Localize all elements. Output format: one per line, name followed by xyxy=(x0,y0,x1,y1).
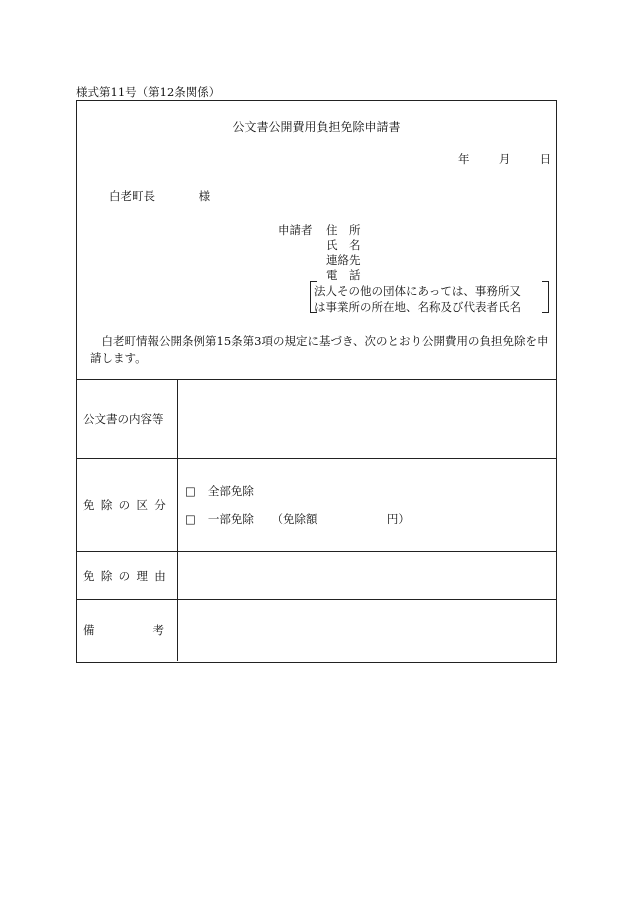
partial-exemption-option[interactable] xyxy=(185,505,556,533)
note-line-2: は事業所の所在地、名称及び代表者氏名 xyxy=(314,300,521,314)
table-row xyxy=(77,552,556,600)
remarks-label-cell: 備 考 xyxy=(77,600,178,661)
applicant-note xyxy=(314,283,521,315)
contact-label: 連絡先 xyxy=(326,253,361,267)
body-text: 白老町情報公開条例第15条第3項の規定に基づき、次のとおり公開費用の負担免除を申請します。 xyxy=(90,334,549,365)
content-label-cell: 公文書の内容等 xyxy=(77,380,178,459)
note-close-bracket xyxy=(542,281,549,313)
table-row xyxy=(77,380,556,459)
date-row xyxy=(458,151,551,167)
yen-label: 円） xyxy=(386,512,410,526)
content-field[interactable] xyxy=(178,380,557,459)
reason-label-cell: 免除の理由 xyxy=(77,552,178,600)
addressee-suffix: 様 xyxy=(198,189,211,203)
application-form xyxy=(76,100,557,663)
addressee xyxy=(109,188,210,204)
form-title: 公文書公開費用負担免除申請書 xyxy=(232,120,401,134)
table-row xyxy=(77,600,556,661)
checkbox-icon[interactable]: □ xyxy=(185,484,196,498)
checkbox-icon[interactable]: □ xyxy=(185,512,196,526)
month-label: 月 xyxy=(498,152,511,166)
phone-label: 電 話 xyxy=(326,268,361,282)
note-line-1: 法人その他の団体にあっては、事務所又 xyxy=(314,284,521,298)
category-field xyxy=(178,459,557,552)
address-label: 住 所 xyxy=(326,223,361,237)
applicant-label: 申請者 xyxy=(278,223,313,237)
year-label: 年 xyxy=(458,152,470,166)
form-number: 様式第11号（第12条関係） xyxy=(76,85,221,99)
addressee-name: 白老町長 xyxy=(109,189,155,203)
detail-table xyxy=(77,379,556,661)
full-exemption-label: 全部免除 xyxy=(207,484,254,498)
remarks-field[interactable] xyxy=(178,600,557,661)
category-label-cell: 免除の区分 xyxy=(77,459,178,552)
reason-field[interactable] xyxy=(178,552,557,600)
partial-exemption-label: 一部免除 xyxy=(207,512,254,526)
table-row xyxy=(77,459,556,552)
full-exemption-option[interactable] xyxy=(185,477,556,505)
name-label: 氏 名 xyxy=(326,238,361,252)
day-label: 日 xyxy=(539,152,552,166)
amount-label: （免除額 xyxy=(271,512,318,526)
